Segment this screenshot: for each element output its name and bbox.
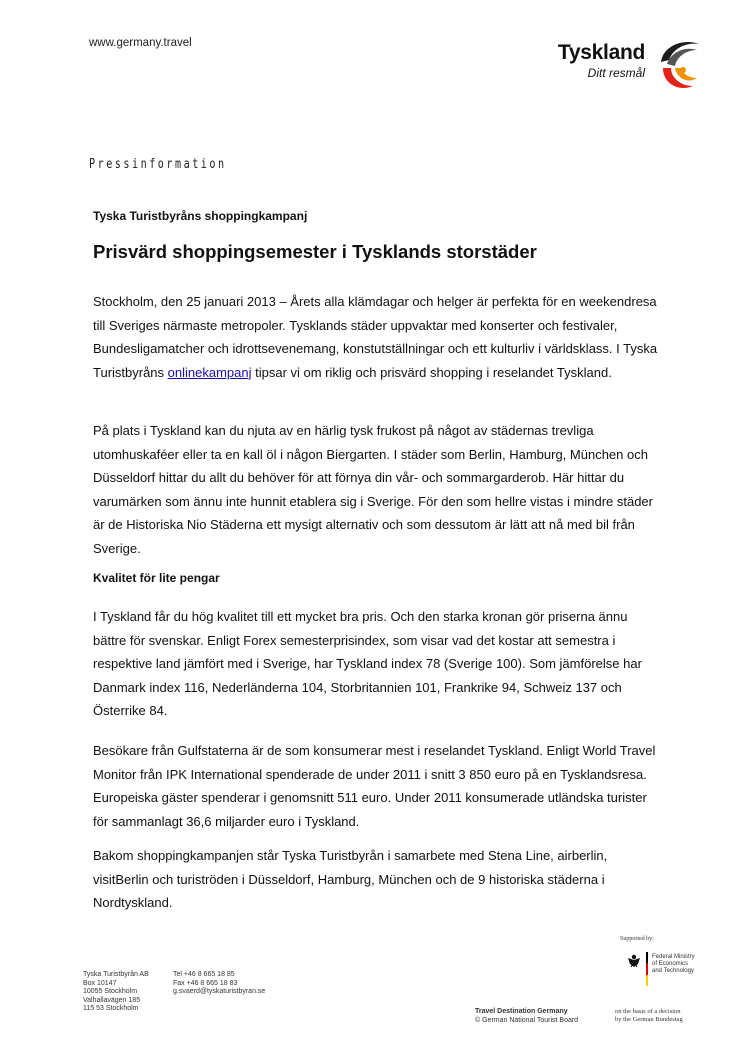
address-line: Valhallavägen 185 <box>83 996 141 1004</box>
basis-line: on the basis of a decision <box>615 1008 681 1015</box>
footer-board <box>475 1008 578 1025</box>
paragraph-2: På plats i Tyskland kan du njuta av en härlig tysk frukost på något av städernas trevliga utomhuskaféer eller ta en kall öl i någon Biergarten. I städer som Berlin, Hamburg, München och Düsseldorf hittar du allt du behöver för att förnya din vår- och sommargarderob. Här hittar du varumärken som ännu inte hunnit etablera sig i Sverige. För den som hellre vistas i mindre städer är de Historiska Nio Städerna ett mysigt alternativ och som dessutom är lätt att nå med bil från Sverige. <box>93 423 653 556</box>
address-line: 10055 Stockholm <box>83 988 138 996</box>
flag-stripe-red <box>646 963 648 974</box>
german-flag-bar <box>646 952 648 986</box>
board-name: Travel Destination Germany <box>475 1008 568 1015</box>
brand-logo-block <box>540 38 715 93</box>
fax: Fax +46 8 665 18 83 <box>173 979 238 987</box>
paragraph-5: Bakom shoppingkampanjen står Tyska Turistbyrån i samarbete med Stena Line, airberlin, visitBerlin och turiströden i Düsseldorf, Hamburg, München och de 9 historiska städerna i Nordtyskland. <box>93 848 608 911</box>
ministry-line: and Technology <box>652 968 694 975</box>
paragraph-intro <box>93 290 658 384</box>
address-line: Box 10147 <box>83 979 117 987</box>
address-line: Tyska Turistbyrån AB <box>83 971 149 978</box>
brand-tagline: Ditt resmål <box>587 66 645 80</box>
ministry-line: of Economics <box>652 961 689 968</box>
board-subtitle: © German National Tourist Board <box>475 1016 579 1024</box>
brand-name: Tyskland <box>557 41 645 64</box>
ministry-name <box>652 954 695 976</box>
onlinekampanj-link[interactable]: onlinekampanj <box>167 364 252 380</box>
paragraph-intro-end: tipsar vi om riklig och prisvärd shopping i reselandet Tyskland. <box>251 364 612 380</box>
phone: Tel +46 8 665 18 85 <box>173 971 235 978</box>
footer-contact <box>173 971 265 997</box>
federal-eagle-icon <box>626 953 642 969</box>
flag-stripe-gold <box>646 975 648 986</box>
flag-stripe-black <box>646 952 648 963</box>
bundestag-basis <box>615 1008 683 1024</box>
ministry-line: Federal Ministry <box>652 954 695 960</box>
subheading: Kvalitet för lite pengar <box>93 571 220 585</box>
supported-by-label: Supported by: <box>620 936 654 942</box>
paragraph-intro-start: Stockholm, den 25 januari 2013 – Årets alla klämdagar och helger är perfekta för en weekendresa till Sveriges närmaste metropoler. Tysklands städer uppvaktar med konserter och festivaler, Bundesligamatcher och idrottsevenemang, konstutställningar och ett kulturliv i världsklass. I Tyska Turistbyråns <box>93 294 658 380</box>
website-url[interactable]: www.germany.travel <box>89 37 192 49</box>
headline: Prisvärd shoppingsemester i Tysklands storstäder <box>93 241 537 262</box>
address-line: 115 53 Stockholm <box>83 1005 139 1013</box>
paragraph-3: I Tyskland får du hög kvalitet till ett mycket bra pris. Och den starka kronan gör priserna ännu bättre för svenskar. Enligt Forex semesterprisindex, som visar vad det kostar att semestra i respektive land jämfört med i Sverige, har Tyskland index 78 (Sverige 100). Som jämförelse har Danmark index 116, Nederländerna 104, Storbritannien 101, Frankrike 94, Schweiz 137 och Österrike 84. <box>93 609 642 719</box>
footer-address <box>83 971 149 1014</box>
email-link[interactable]: g.svaerd@tyskaturistbyran.se <box>173 988 266 996</box>
kicker: Tyska Turistbyråns shoppingkampanj <box>93 209 308 223</box>
paragraph-4: Besökare från Gulfstaterna är de som konsumerar mest i reselandet Tyskland. Enligt World Travel Monitor från IPK International spenderade de under 2011 i snitt 3 850 euro på en Tysklandsresa. Europeiska gäster spenderar i genomsnitt 511 euro. Under 2011 konsumerade utländska turister för sammanlagt 36,6 miljarder euro i Tyskland. <box>93 743 656 829</box>
press-label: Pressinformation <box>89 157 227 172</box>
tyskland-logo-icon <box>653 38 707 93</box>
basis-line: by the German Bundestag <box>615 1016 683 1023</box>
